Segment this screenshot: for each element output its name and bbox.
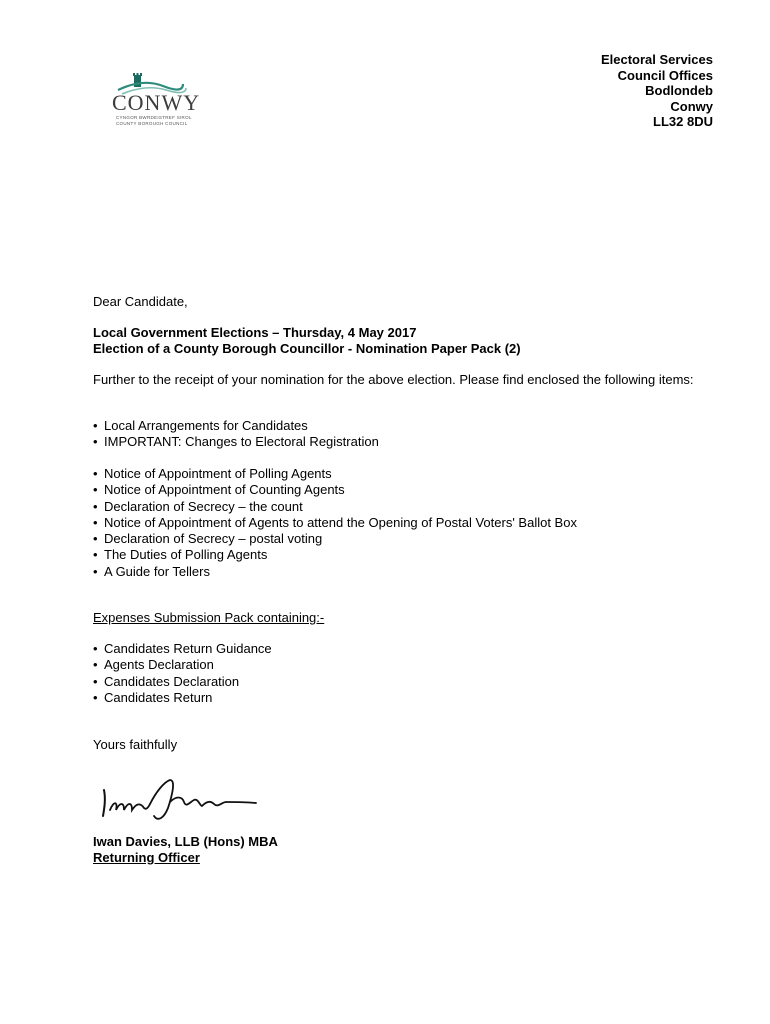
- address-line: Bodlondeb: [645, 83, 713, 98]
- address-line: Conwy: [670, 98, 713, 114]
- logo-subtitle-welsh: CYNGOR BWRDEISTREF SIROL: [116, 115, 192, 120]
- list-item: • IMPORTANT: Changes to Electoral Registration: [93, 434, 723, 450]
- subject-heading: [93, 325, 723, 358]
- conwy-logo: [108, 70, 208, 130]
- list-item: • Notice of Appointment of Polling Agents: [93, 466, 723, 482]
- salutation: Dear Candidate,: [93, 294, 188, 309]
- subject-line: Election of a County Borough Councillor - Nomination Paper Pack (2): [93, 341, 521, 357]
- closing: Yours faithfully: [93, 737, 178, 752]
- list-item: • Agents Declaration: [93, 657, 723, 673]
- address-line: Council Offices: [617, 67, 713, 83]
- enclosure-list-general: [93, 418, 723, 451]
- list-item: • Declaration of Secrecy – postal voting: [93, 531, 723, 547]
- logo-subtitle-english: COUNTY BOROUGH COUNCIL: [116, 121, 188, 126]
- list-item: • Notice of Appointment of Agents to attend the Opening of Postal Voters' Ballot Box: [93, 515, 723, 531]
- expenses-list: [93, 641, 723, 706]
- sender-address: [601, 52, 713, 130]
- address-postcode: LL32 8DU: [653, 114, 713, 129]
- logo-wordmark: CONWY: [112, 90, 201, 115]
- list-item: • Candidates Return: [93, 690, 723, 706]
- enclosure-list-agents: [93, 466, 723, 580]
- list-item: • Notice of Appointment of Counting Agents: [93, 482, 723, 498]
- handwritten-signature-icon: [96, 772, 261, 830]
- list-item: • Candidates Declaration: [93, 674, 723, 690]
- signer-role: Returning Officer: [93, 850, 200, 865]
- expenses-heading: Expenses Submission Pack containing:-: [93, 610, 325, 625]
- signer-name: Iwan Davies, LLB (Hons) MBA: [93, 834, 278, 849]
- list-item: • Local Arrangements for Candidates: [93, 418, 723, 434]
- list-item: • A Guide for Tellers: [93, 564, 723, 580]
- list-item: • Candidates Return Guidance: [93, 641, 723, 657]
- list-item: • Declaration of Secrecy – the count: [93, 499, 723, 515]
- address-line: Electoral Services: [600, 52, 713, 67]
- subject-line: Local Government Elections – Thursday, 4 May 2017: [93, 325, 417, 340]
- intro-paragraph: Further to the receipt of your nomination for the above election. Please find enclosed the following items:: [93, 372, 694, 387]
- list-item: • The Duties of Polling Agents: [93, 547, 723, 563]
